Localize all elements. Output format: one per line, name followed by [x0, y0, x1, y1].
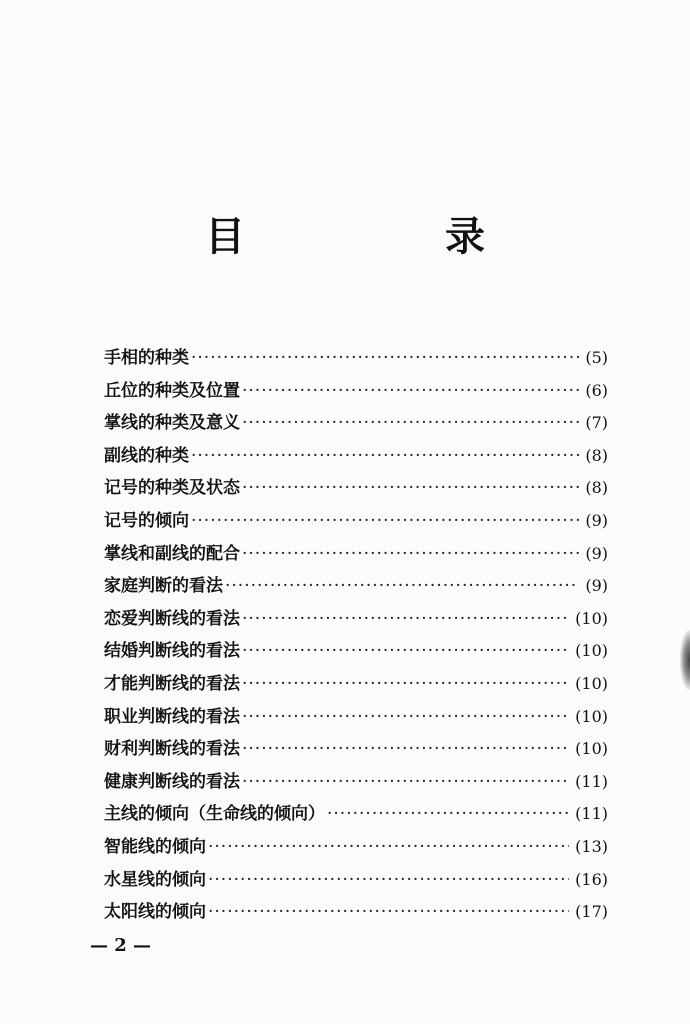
toc-entry: [104, 571, 608, 604]
toc-entry-title: 记号的种类及状态: [104, 478, 240, 499]
toc-entry: [104, 897, 608, 930]
toc-dot-leader: [327, 804, 569, 824]
toc-entry: [104, 767, 608, 800]
toc-entry-title: 智能线的倾向: [104, 836, 206, 857]
toc-entry-title: 副线的种类: [104, 445, 189, 466]
page-number: — 2 —: [90, 935, 152, 956]
toc-entry-page: (16): [575, 869, 608, 889]
toc-entry: [104, 506, 608, 539]
toc-entry-title: 水星线的倾向: [104, 869, 206, 890]
toc-entry-page: (7): [585, 413, 608, 433]
table-of-contents: [104, 343, 608, 930]
toc-dot-leader: [242, 544, 579, 564]
toc-entry-title: 健康判断线的看法: [104, 771, 240, 792]
toc-dot-leader: [208, 902, 569, 922]
toc-entry: [104, 702, 608, 735]
toc-entry: [104, 865, 608, 898]
toc-dot-leader: [208, 837, 569, 857]
toc-dot-leader: [242, 674, 569, 694]
toc-entry-page: (8): [585, 445, 608, 465]
toc-entry-title: 结婚判断线的看法: [104, 641, 240, 662]
toc-dot-leader: [242, 641, 569, 661]
toc-entry: [104, 832, 608, 865]
toc-entry-page: (13): [575, 836, 608, 856]
toc-entry-page: (11): [575, 771, 608, 791]
toc-entry-page: (6): [585, 380, 608, 400]
toc-entry-page: (17): [575, 902, 608, 922]
toc-entry-page: (10): [575, 608, 608, 628]
toc-dot-leader: [242, 707, 569, 727]
toc-entry-page: (9): [585, 543, 608, 563]
toc-entry-title: 手相的种类: [104, 348, 189, 368]
toc-entry: [104, 636, 608, 669]
toc-entry-title: 恋爱判断线的看法: [104, 608, 240, 629]
toc-entry: [104, 799, 608, 832]
toc-entry-page: (9): [585, 576, 608, 596]
toc-entry-page: (10): [575, 641, 608, 661]
toc-entry: [104, 376, 608, 409]
toc-dot-leader: [242, 413, 579, 433]
toc-entry-page: (9): [585, 510, 608, 530]
toc-entry: [104, 734, 608, 767]
toc-entry: [104, 343, 608, 376]
page-title: 目 录: [205, 214, 565, 260]
toc-entry-title: 主线的倾向（生命线的倾向）: [104, 804, 325, 825]
toc-dot-leader: [191, 446, 579, 466]
toc-entry: [104, 441, 608, 474]
toc-entry-page: (10): [575, 673, 608, 693]
toc-entry: [104, 669, 608, 702]
scan-edge-shadow: [680, 630, 690, 690]
toc-entry: [104, 408, 608, 441]
toc-dot-leader: [242, 609, 569, 629]
toc-entry-title: 掌线和副线的配合: [104, 543, 240, 564]
toc-dot-leader: [225, 576, 579, 596]
toc-entry: [104, 604, 608, 637]
toc-dot-leader: [242, 739, 569, 759]
toc-entry-title: 太阳线的倾向: [104, 902, 206, 923]
toc-entry-title: 掌线的种类及意义: [104, 413, 240, 434]
toc-entry-title: 财利判断线的看法: [104, 739, 240, 760]
toc-dot-leader: [242, 478, 579, 498]
toc-entry: [104, 473, 608, 506]
toc-entry-title: 职业判断线的看法: [104, 706, 240, 727]
toc-entry-page: (5): [585, 348, 608, 367]
toc-entry-page: (8): [585, 478, 608, 498]
toc-entry-title: 记号的倾向: [104, 510, 189, 531]
toc-dot-leader: [191, 348, 579, 368]
toc-entry-title: 才能判断线的看法: [104, 673, 240, 694]
toc-entry-title: 家庭判断的看法: [104, 576, 223, 597]
toc-dot-leader: [191, 511, 579, 531]
toc-entry: [104, 539, 608, 572]
toc-dot-leader: [208, 870, 569, 890]
toc-dot-leader: [242, 381, 579, 401]
toc-entry-title: 丘位的种类及位置: [104, 380, 240, 401]
toc-dot-leader: [242, 772, 569, 792]
toc-entry-page: (10): [575, 706, 608, 726]
toc-entry-page: (11): [575, 804, 608, 824]
toc-entry-page: (10): [575, 739, 608, 759]
